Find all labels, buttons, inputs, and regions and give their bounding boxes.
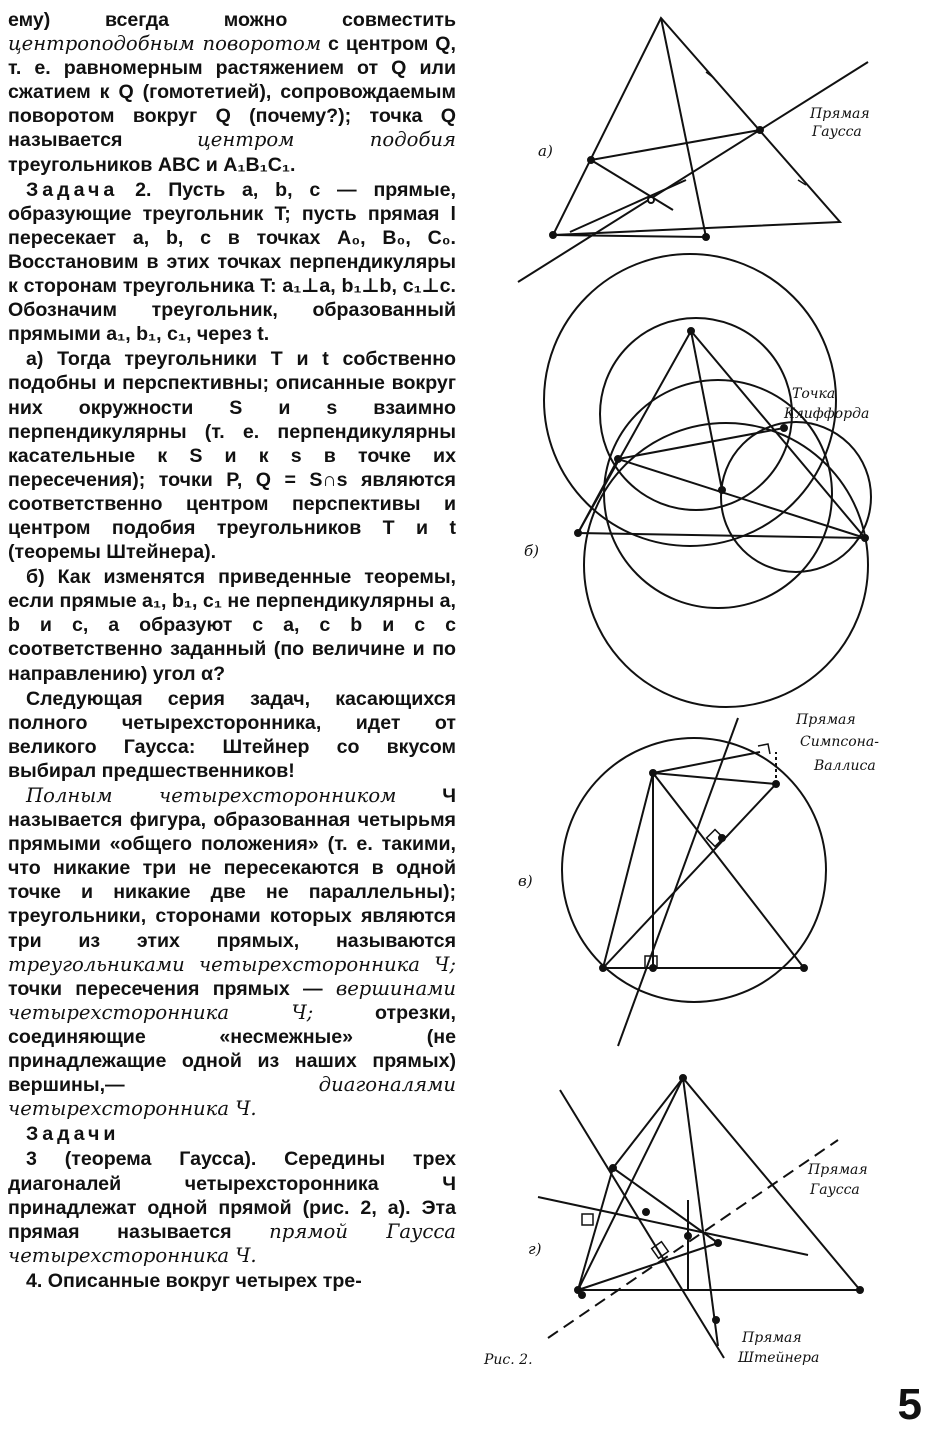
- figure-a-line-label-2: Гаусса: [812, 124, 862, 140]
- figure-d-gauss-label-1: Прямая: [808, 1162, 868, 1178]
- figure-d-drawing: [538, 1075, 863, 1358]
- paragraph: [8, 1147, 456, 1267]
- text-run: 4. Описанные вокруг четырех тре-: [26, 1269, 362, 1292]
- italic-term: треугольниками четырехсторонника Ч;: [8, 952, 456, 976]
- figure-d-steiner-label-2: Штейнера: [738, 1350, 820, 1366]
- figure-b-drawing: [544, 254, 871, 707]
- text-run: Ч называется фигура, образованная четырьмя прямыми «общего положения» (т. е. такими, что никакие три не пересекаются в одной точке и никакие две не параллельны); треугольники, сторонами которых являются три из этих прямых, называются: [8, 785, 457, 952]
- italic-term: диагоналями четырехсторонника Ч.: [8, 1073, 456, 1121]
- article-text-column: [8, 8, 456, 1294]
- figure-a-label: а): [538, 142, 553, 160]
- figure-c-label: в): [518, 872, 533, 890]
- text-run: отрезки, соединяющие «несмежные» (не принадлежащие одной из наших прямых) вершины,—: [8, 1001, 456, 1097]
- figure-c-line-label-3: Валлиса: [814, 758, 876, 774]
- italic-term: вершинами четырехсторонника Ч;: [8, 976, 456, 1024]
- paragraph: [8, 1122, 456, 1146]
- paragraph: [8, 784, 456, 1121]
- figure-column: [478, 0, 918, 1400]
- text-run: треугольников ABC и A₁B₁C₁.: [8, 153, 296, 176]
- figure-2-svg: [478, 0, 918, 1400]
- italic-term: Полным четырехсторонником: [26, 784, 397, 807]
- text-run: Задачи: [26, 1123, 120, 1146]
- text-run: Следующая серия задач, касающихся полного четырехсторонника, идет от великого Гаусса: Штейнер со вкусом выбирал предшественников!: [8, 687, 456, 782]
- figure-c-line-label-2: Симпсона-: [800, 734, 879, 750]
- figure-d-steiner-label-1: Прямая: [742, 1330, 802, 1346]
- paragraph: [8, 8, 456, 177]
- figure-b-point-label-1: Точка: [792, 386, 836, 402]
- italic-term: центром подобия: [197, 128, 456, 152]
- paragraph: [8, 565, 456, 685]
- figure-c-drawing: [562, 718, 826, 1046]
- figure-caption: Рис. 2.: [484, 1352, 533, 1368]
- paragraph: [8, 347, 456, 564]
- figure-a-line-label-1: Прямая: [810, 106, 870, 122]
- text-run: с центром Q, т. е. равномерным растяжением от Q или сжатием к Q (гомотетией), сопровождаемым поворотом вокруг Q (почему?); точка Q называется: [8, 33, 456, 152]
- figure-d-label: г): [528, 1240, 542, 1258]
- figure-d-gauss-label-2: Гаусса: [810, 1182, 860, 1198]
- page-number: 5: [897, 1380, 922, 1429]
- text-run: 3 (теорема Гаусса). Середины трех диагоналей четырехсторонника Ч принадлежат одной прямой (рис. 2, а). Эта прямая называется: [8, 1148, 456, 1243]
- text-run: б) Как изменятся приведенные теоремы, если прямые a₁, b₁, c₁ не перпендикулярны a, b и c, а образуют с a, с b и с c соответственно заданный (по величине и по направлению) угол α?: [8, 566, 456, 685]
- paragraph: [8, 1269, 456, 1293]
- figure-b-point-label-2: Клиффорда: [784, 406, 870, 422]
- figure-a-drawing: [518, 18, 868, 282]
- text-run: а) Тогда треугольники T и t собственно подобны и перспективны; описанные вокруг них окружности S и s взаимно перпендикулярны (т. е. перпендикулярны касательные к S и к s в точке их пересечения); точки P, Q = S∩s являются соответственно центром перспективы и центром подобия треугольников T и t (теоремы Штейнера).: [8, 348, 456, 564]
- italic-term: центроподобным поворотом: [8, 32, 322, 56]
- paragraph: [8, 687, 456, 783]
- figure-b-label: б): [524, 542, 540, 560]
- text-run: 2. Пусть a, b, c — прямые, образующие треугольник T; пусть прямая l пересекает a, b, c в точках A₀, B₀, C₀. Восстановим в этих точках перпендикуляры к сторонам треугольника T: a₁⊥a, b₁⊥b, c₁⊥c. Обозначим треугольник, образованный прямыми a₁, b₁, c₁, через t.: [8, 178, 456, 346]
- text-run: Задача: [26, 178, 119, 201]
- italic-term: прямой Гаусса четырехсторонника Ч.: [8, 1219, 456, 1267]
- paragraph: [8, 178, 456, 347]
- text-run: ему) всегда можно совместить: [8, 9, 456, 31]
- figure-c-line-label-1: Прямая: [796, 712, 856, 728]
- text-run: точки пересечения прямых —: [8, 977, 336, 1000]
